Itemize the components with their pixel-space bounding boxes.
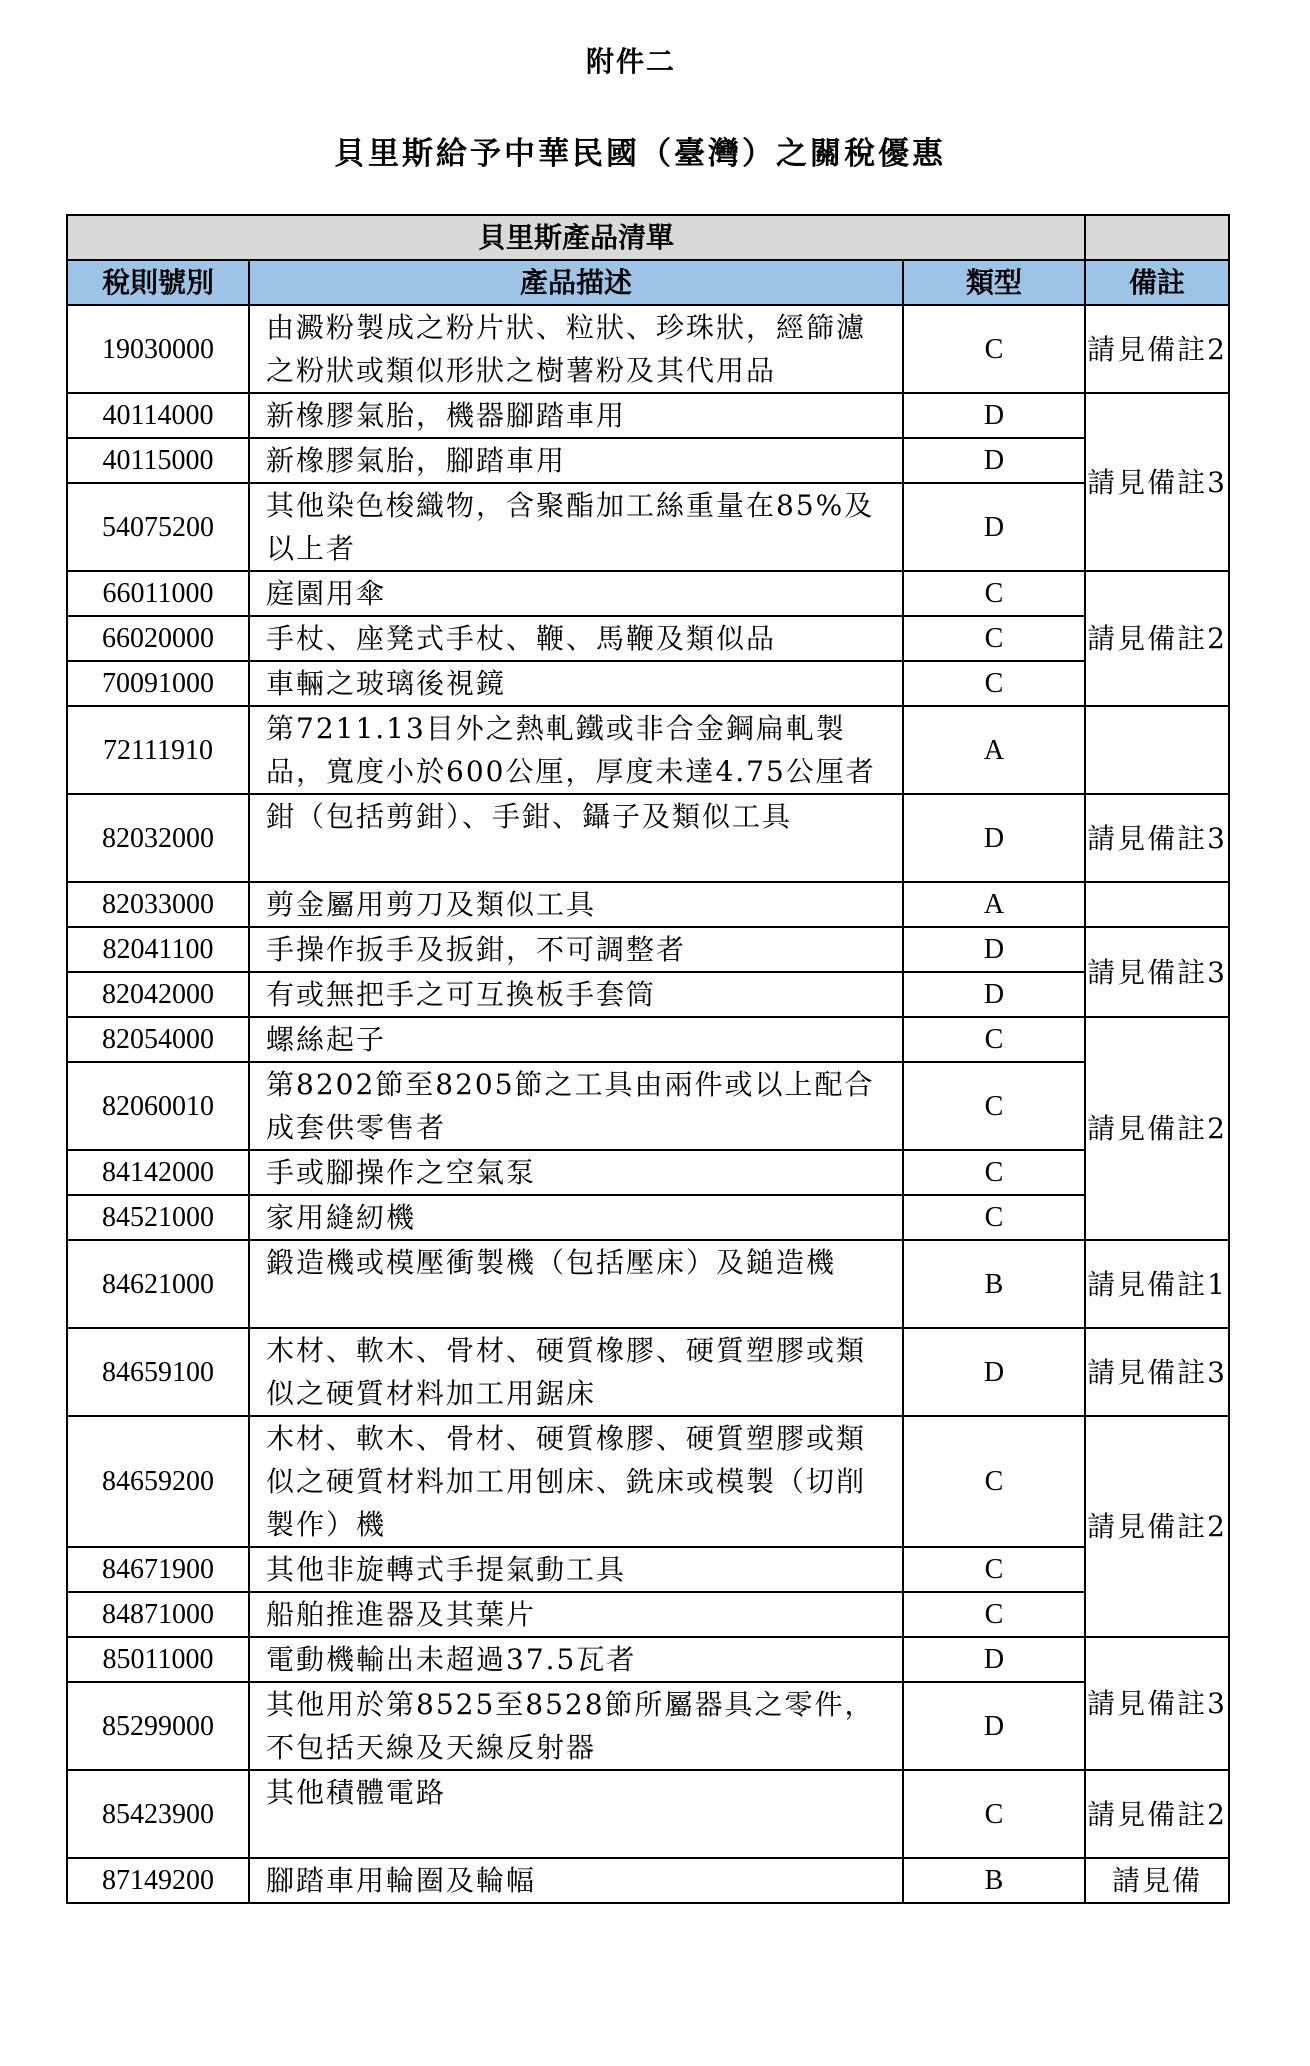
note-cell: 請見備: [1085, 1858, 1229, 1903]
note-cell: 請見備註2: [1085, 1770, 1229, 1858]
table-row: [67, 1770, 1229, 1858]
product-desc: 其他積體電路: [249, 1770, 903, 1858]
table-caption-row: [67, 215, 1229, 260]
table-row: [67, 1637, 1229, 1682]
tariff-code: 84871000: [67, 1592, 249, 1637]
col-header-note: 備註: [1085, 260, 1229, 305]
type-value: C: [903, 1195, 1085, 1240]
tariff-code: 66020000: [67, 616, 249, 661]
table-row: [67, 1592, 1229, 1637]
product-desc: 其他非旋轉式手提氣動工具: [249, 1547, 903, 1592]
product-desc: 手或腳操作之空氣泵: [249, 1150, 903, 1195]
tariff-code: 85423900: [67, 1770, 249, 1858]
type-value: C: [903, 1017, 1085, 1062]
table-row: [67, 305, 1229, 393]
type-value: C: [903, 616, 1085, 661]
tariff-code: 84659200: [67, 1416, 249, 1547]
product-desc: 新橡膠氣胎，腳踏車用: [249, 438, 903, 483]
tariff-code: 40114000: [67, 393, 249, 438]
table-row: [67, 1150, 1229, 1195]
note-cell: 請見備註2: [1085, 571, 1229, 706]
note-cell: 請見備註3: [1085, 1637, 1229, 1770]
product-desc: 新橡膠氣胎，機器腳踏車用: [249, 393, 903, 438]
type-value: D: [903, 927, 1085, 972]
table-caption-blank: [1085, 215, 1229, 260]
col-header-type: 類型: [903, 260, 1085, 305]
table-caption: 貝里斯產品清單: [67, 215, 1085, 260]
tariff-code: 82042000: [67, 972, 249, 1017]
table-row: [67, 483, 1229, 571]
table-row: [67, 1017, 1229, 1062]
type-value: D: [903, 794, 1085, 882]
type-value: C: [903, 1062, 1085, 1150]
table-header-row: [67, 260, 1229, 305]
product-desc: 第7211.13目外之熱軋鐵或非合金鋼扁軋製品，寬度小於600公厘，厚度未達4.75公厘者: [249, 706, 903, 794]
type-value: B: [903, 1240, 1085, 1328]
product-desc: 鉗（包括剪鉗）、手鉗、鑷子及類似工具: [249, 794, 903, 882]
product-desc: 剪金屬用剪刀及類似工具: [249, 882, 903, 927]
product-desc: 車輛之玻璃後視鏡: [249, 661, 903, 706]
table-row: [67, 1547, 1229, 1592]
note-cell: 請見備註3: [1085, 393, 1229, 571]
tariff-code: 54075200: [67, 483, 249, 571]
type-value: D: [903, 972, 1085, 1017]
col-header-desc: 產品描述: [249, 260, 903, 305]
tariff-code: 40115000: [67, 438, 249, 483]
type-value: D: [903, 393, 1085, 438]
type-value: A: [903, 706, 1085, 794]
type-value: C: [903, 1150, 1085, 1195]
table-row: [67, 972, 1229, 1017]
table-row: [67, 571, 1229, 616]
table-row: [67, 927, 1229, 972]
table-row: [67, 1062, 1229, 1150]
tariff-code: 82060010: [67, 1062, 249, 1150]
tariff-code: 84659100: [67, 1328, 249, 1416]
tariff-code: 82041100: [67, 927, 249, 972]
table-row: [67, 393, 1229, 438]
type-value: C: [903, 1547, 1085, 1592]
product-desc: 鍛造機或模壓衝製機（包括壓床）及鎚造機: [249, 1240, 903, 1328]
note-cell: 請見備註3: [1085, 1328, 1229, 1416]
table-row: [67, 1195, 1229, 1240]
product-desc: 庭園用傘: [249, 571, 903, 616]
tariff-code: 72111910: [67, 706, 249, 794]
table-row: [67, 706, 1229, 794]
col-header-code: 稅則號別: [67, 260, 249, 305]
type-value: C: [903, 661, 1085, 706]
note-cell: 請見備註2: [1085, 1416, 1229, 1637]
note-cell: 請見備註3: [1085, 794, 1229, 882]
page-title: 貝里斯給予中華民國（臺灣）之關稅優惠: [334, 136, 946, 172]
tariff-code: 84521000: [67, 1195, 249, 1240]
table-row: [67, 1416, 1229, 1547]
product-desc: 第8202節至8205節之工具由兩件或以上配合成套供零售者: [249, 1062, 903, 1150]
type-value: C: [903, 305, 1085, 393]
table-row: [67, 661, 1229, 706]
product-desc: 有或無把手之可互換板手套筒: [249, 972, 903, 1017]
tariff-code: 82054000: [67, 1017, 249, 1062]
type-value: C: [903, 1770, 1085, 1858]
product-desc: 船舶推進器及其葉片: [249, 1592, 903, 1637]
tariff-code: 85011000: [67, 1637, 249, 1682]
tariff-code: 82033000: [67, 882, 249, 927]
table-row: [67, 1240, 1229, 1328]
type-value: B: [903, 1858, 1085, 1903]
tariff-code: 70091000: [67, 661, 249, 706]
type-value: D: [903, 1637, 1085, 1682]
type-value: D: [903, 483, 1085, 571]
table-row: [67, 1682, 1229, 1770]
product-desc: 腳踏車用輪圈及輪幅: [249, 1858, 903, 1903]
table-row: [67, 1328, 1229, 1416]
note-cell: 請見備註2: [1085, 305, 1229, 393]
tariff-code: 87149200: [67, 1858, 249, 1903]
product-desc: 其他用於第8525至8528節所屬器具之零件，不包括天線及天線反射器: [249, 1682, 903, 1770]
note-cell: 請見備註1: [1085, 1240, 1229, 1328]
attachment-label: 附件二: [585, 45, 676, 78]
tariff-code: 84621000: [67, 1240, 249, 1328]
product-desc: 手操作扳手及扳鉗，不可調整者: [249, 927, 903, 972]
type-value: A: [903, 882, 1085, 927]
type-value: C: [903, 1416, 1085, 1547]
note-cell-empty: [1085, 882, 1229, 927]
table-row: [67, 438, 1229, 483]
product-desc: 螺絲起子: [249, 1017, 903, 1062]
type-value: D: [903, 1682, 1085, 1770]
type-value: C: [903, 1592, 1085, 1637]
product-desc: 木材、軟木、骨材、硬質橡膠、硬質塑膠或類似之硬質材料加工用刨床、銑床或模製（切削製作）機: [249, 1416, 903, 1547]
product-desc: 電動機輸出未超過37.5瓦者: [249, 1637, 903, 1682]
tariff-code: 85299000: [67, 1682, 249, 1770]
table-row: [67, 616, 1229, 661]
table-row: [67, 882, 1229, 927]
product-desc: 手杖、座凳式手杖、鞭、馬鞭及類似品: [249, 616, 903, 661]
tariff-code: 19030000: [67, 305, 249, 393]
note-cell: 請見備註2: [1085, 1017, 1229, 1240]
type-value: D: [903, 1328, 1085, 1416]
tariff-code: 84142000: [67, 1150, 249, 1195]
product-list-table: [66, 214, 1230, 1904]
table-row: [67, 1858, 1229, 1903]
product-desc: 木材、軟木、骨材、硬質橡膠、硬質塑膠或類似之硬質材料加工用鋸床: [249, 1328, 903, 1416]
tariff-code: 84671900: [67, 1547, 249, 1592]
table-row: [67, 794, 1229, 882]
note-cell-empty: [1085, 706, 1229, 794]
note-cell: 請見備註3: [1085, 927, 1229, 1017]
product-desc: 家用縫紉機: [249, 1195, 903, 1240]
type-value: D: [903, 438, 1085, 483]
product-desc: 由澱粉製成之粉片狀、粒狀、珍珠狀，經篩濾之粉狀或類似形狀之樹薯粉及其代用品: [249, 305, 903, 393]
tariff-code: 82032000: [67, 794, 249, 882]
product-desc: 其他染色梭織物，含聚酯加工絲重量在85%及以上者: [249, 483, 903, 571]
tariff-code: 66011000: [67, 571, 249, 616]
type-value: C: [903, 571, 1085, 616]
